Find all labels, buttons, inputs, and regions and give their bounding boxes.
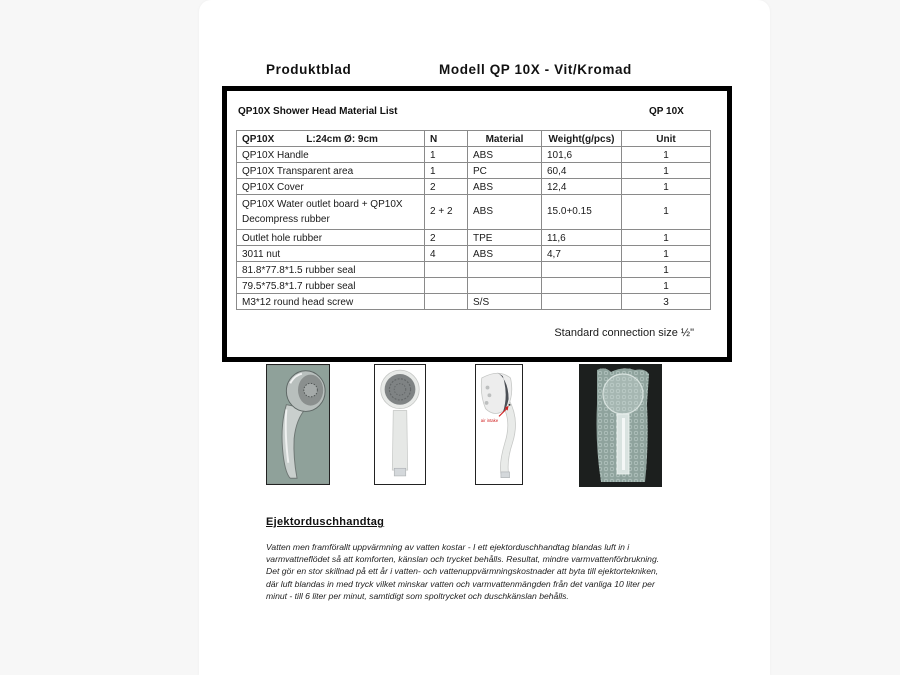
cell-unit: 1 <box>622 230 711 246</box>
cell-weight: 101,6 <box>542 147 622 163</box>
cell-unit: 1 <box>622 179 711 195</box>
document-header-model: Modell QP 10X - Vit/Kromad <box>439 62 632 77</box>
cell-item: 79.5*75.8*1.7 rubber seal <box>237 278 425 294</box>
column-header-material: Material <box>468 131 542 147</box>
cell-unit: 1 <box>622 246 711 262</box>
table-row <box>237 163 711 179</box>
cell-item: 3011 nut <box>237 246 425 262</box>
table-row <box>237 246 711 262</box>
cell-material: ABS <box>468 246 542 262</box>
cell-n <box>425 278 468 294</box>
cell-material: TPE <box>468 230 542 246</box>
cell-item <box>237 195 425 230</box>
cell-weight: 11,6 <box>542 230 622 246</box>
cell-weight: 15.0+0.15 <box>542 195 622 230</box>
cell-item-line2: Decompress rubber <box>242 213 330 225</box>
cell-weight: 12,4 <box>542 179 622 195</box>
column-header-unit: Unit <box>622 131 711 147</box>
white-shower-head-front-image <box>375 365 425 484</box>
material-table <box>236 130 711 310</box>
body-line: minut - till 6 liter per minut, samtidigt som spoltrycket och duschkänslan behålls. <box>266 590 569 601</box>
table-row <box>237 278 711 294</box>
cell-n: 2 <box>425 230 468 246</box>
cell-material: ABS <box>468 147 542 163</box>
cell-material: PC <box>468 163 542 179</box>
body-line: där luft blandas in med tryck vilket minskar vatten och varmvattenmängden från det vanliga 10 liter per <box>266 578 655 589</box>
cell-unit: 1 <box>622 262 711 278</box>
cell-item-line1: QP10X Water outlet board + QP10X <box>242 198 403 210</box>
table-row <box>237 294 711 310</box>
table-row <box>237 230 711 246</box>
cell-item: QP10X Handle <box>237 147 425 163</box>
white-shower-head-front-photo <box>374 364 426 485</box>
cell-unit: 1 <box>622 163 711 179</box>
cell-unit: 1 <box>622 278 711 294</box>
cell-weight <box>542 278 622 294</box>
cell-material: ABS <box>468 179 542 195</box>
column-header-weight: Weight(g/pcs) <box>542 131 622 147</box>
section-title: Ejektorduschhandtag <box>266 516 385 528</box>
cell-material <box>468 262 542 278</box>
cell-unit: 1 <box>622 147 711 163</box>
cell-item: M3*12 round head screw <box>237 294 425 310</box>
cell-n: 2 <box>425 179 468 195</box>
cell-n <box>425 294 468 310</box>
cell-weight <box>542 262 622 278</box>
cell-n: 1 <box>425 147 468 163</box>
document-header-left: Produktblad <box>266 62 352 77</box>
document-page <box>199 0 770 675</box>
cell-n: 2 + 2 <box>425 195 468 230</box>
body-line: Det gör en stor skillnad på ett år i vatten- och vattenuppvärmningskostnader att byta till ejektortekniken, <box>266 566 659 577</box>
air-intake-label: air intake <box>480 418 499 424</box>
cell-unit: 1 <box>622 195 711 230</box>
cell-material <box>468 278 542 294</box>
cell-item: Outlet hole rubber <box>237 230 425 246</box>
cell-unit: 3 <box>622 294 711 310</box>
cell-item: QP10X Cover <box>237 179 425 195</box>
cell-n: 1 <box>425 163 468 179</box>
packaged-shower-head-photo <box>579 364 662 487</box>
cell-n: 4 <box>425 246 468 262</box>
cell-item: QP10X Transparent area <box>237 163 425 179</box>
section-body <box>266 541 716 602</box>
material-list-model: QP 10X <box>649 106 684 117</box>
column-header-item: QP10X L:24cm Ø: 9cm <box>237 131 425 147</box>
white-shower-head-side-image <box>476 365 522 484</box>
body-line: Vatten men framförallt uppvärmning av vatten kostar - I ett ejektorduschhandtag blandas luft in i <box>266 542 630 552</box>
table-header-row <box>237 131 711 147</box>
item-spec: L:24cm Ø: 9cm <box>306 134 378 145</box>
column-header-n: N <box>425 131 468 147</box>
table-row <box>237 179 711 195</box>
cell-item: 81.8*77.8*1.5 rubber seal <box>237 262 425 278</box>
cell-weight: 60,4 <box>542 163 622 179</box>
table-row <box>237 195 711 230</box>
cell-material: ABS <box>468 195 542 230</box>
standard-connection-note: Standard connection size ½" <box>554 327 694 339</box>
table-row <box>237 147 711 163</box>
chrome-shower-head-photo <box>266 364 330 485</box>
cell-material: S/S <box>468 294 542 310</box>
cell-n <box>425 262 468 278</box>
body-line: varmvattneflödet så att komforten, känslan och trycket behålls. Resultat, mindre varmvattenförbrukning. <box>266 554 660 565</box>
table-row <box>237 262 711 278</box>
chrome-shower-head-image <box>267 365 329 484</box>
material-list-frame <box>222 86 732 362</box>
material-list-title: QP10X Shower Head Material List <box>238 106 398 117</box>
cell-weight: 4,7 <box>542 246 622 262</box>
packaged-shower-head-image <box>579 364 662 487</box>
cell-weight <box>542 294 622 310</box>
white-shower-head-side-photo <box>475 364 523 485</box>
